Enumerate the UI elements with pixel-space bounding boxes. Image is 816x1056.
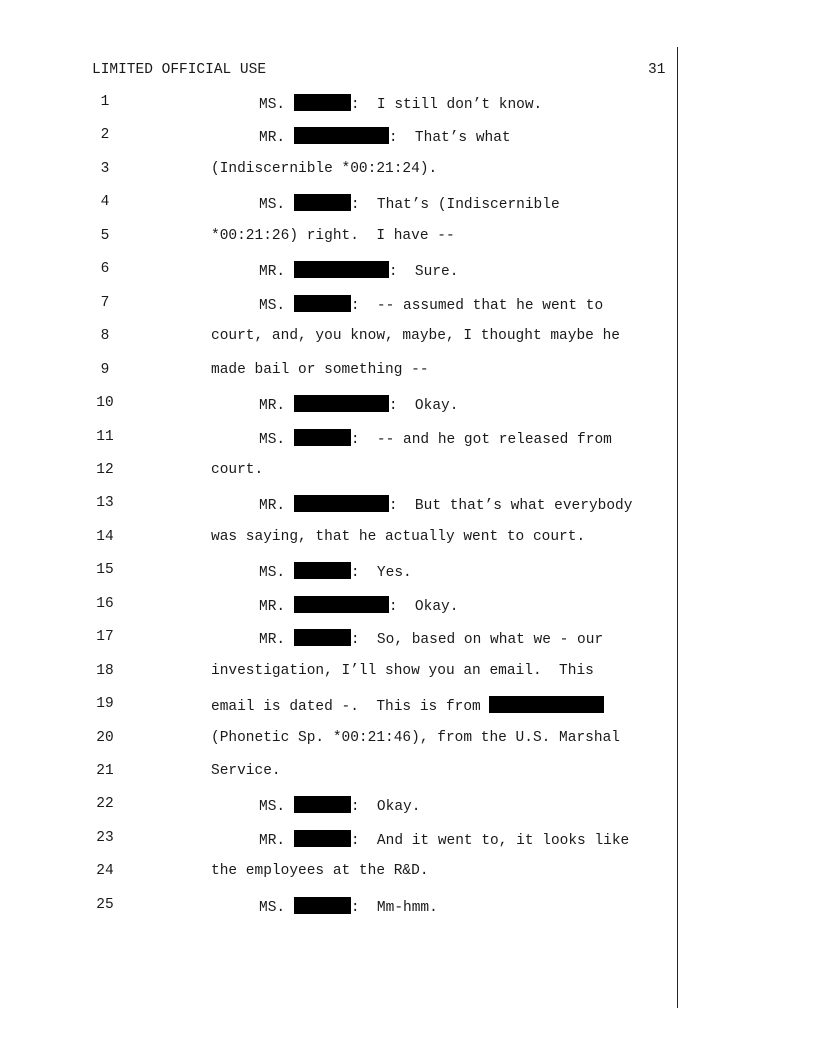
redaction-box xyxy=(294,295,351,312)
redaction-box xyxy=(294,596,389,613)
speaker-label: MS. xyxy=(259,799,294,815)
line-text xyxy=(259,495,632,514)
line-text xyxy=(259,596,458,615)
spoken-text: *00:21:26) right. I have -- xyxy=(211,228,455,244)
line-text xyxy=(211,529,585,545)
spoken-text: : Okay. xyxy=(388,398,459,414)
line-number: 14 xyxy=(96,529,114,545)
speaker-label: MS. xyxy=(259,197,294,213)
redaction-box xyxy=(294,127,389,144)
speaker-label: MS. xyxy=(259,298,294,314)
line-text xyxy=(259,94,542,113)
line-number: 6 xyxy=(100,261,110,277)
spoken-text: (Indiscernible *00:21:24). xyxy=(211,161,438,177)
line-text xyxy=(259,897,438,916)
speaker-label: MR. xyxy=(259,599,294,615)
spoken-text: : -- assumed that he went to xyxy=(350,298,604,314)
transcript-line xyxy=(0,362,680,384)
transcript-line xyxy=(0,562,680,584)
spoken-text: court, and, you know, maybe, I thought maybe he xyxy=(211,328,620,344)
line-text xyxy=(259,295,603,314)
line-text xyxy=(211,696,604,715)
line-number: 7 xyxy=(100,295,110,311)
speaker-label: MR. xyxy=(259,833,294,849)
spoken-text: : I still don’t know. xyxy=(350,97,543,113)
line-number: 24 xyxy=(96,863,114,879)
spoken-text: : Yes. xyxy=(350,565,412,581)
transcript-line xyxy=(0,529,680,551)
transcript-line xyxy=(0,730,680,752)
line-number: 1 xyxy=(100,94,110,110)
redaction-box xyxy=(294,94,351,111)
line-text xyxy=(211,763,281,779)
redaction-box xyxy=(294,395,389,412)
line-text xyxy=(259,629,603,648)
spoken-text: made bail or something -- xyxy=(211,362,429,378)
line-number: 21 xyxy=(96,763,114,779)
speaker-label: MR. xyxy=(259,130,294,146)
line-number: 8 xyxy=(100,328,110,344)
redaction-box xyxy=(294,562,351,579)
transcript-line xyxy=(0,495,680,517)
spoken-text: : But that’s what everybody xyxy=(388,498,633,514)
redaction-box xyxy=(294,194,351,211)
transcript-line xyxy=(0,863,680,885)
transcript-line xyxy=(0,663,680,685)
line-number: 3 xyxy=(100,161,110,177)
line-text xyxy=(259,562,412,581)
transcript-line xyxy=(0,796,680,818)
line-number: 4 xyxy=(100,194,110,210)
redaction-box xyxy=(294,830,351,847)
line-text xyxy=(211,863,429,879)
line-text xyxy=(211,328,620,344)
spoken-text: email is dated -. This is from xyxy=(211,699,490,715)
transcript-line xyxy=(0,228,680,250)
line-number: 17 xyxy=(96,629,114,645)
spoken-text: : So, based on what we - our xyxy=(350,632,604,648)
transcript-line xyxy=(0,429,680,451)
transcript-line xyxy=(0,596,680,618)
spoken-text: : That’s what xyxy=(388,130,511,146)
line-text xyxy=(259,395,458,414)
line-text xyxy=(259,796,420,815)
line-number: 10 xyxy=(96,395,114,411)
spoken-text: Service. xyxy=(211,763,281,779)
transcript-line xyxy=(0,194,680,216)
line-text xyxy=(211,362,429,378)
spoken-text: : That’s (Indiscernible xyxy=(350,197,560,213)
redaction-box xyxy=(294,261,389,278)
transcript-line xyxy=(0,830,680,852)
classification-header: LIMITED OFFICIAL USE xyxy=(92,62,267,78)
transcript-line xyxy=(0,94,680,116)
line-number: 9 xyxy=(100,362,110,378)
redaction-box xyxy=(294,495,389,512)
spoken-text: court. xyxy=(211,462,264,478)
line-text xyxy=(211,228,455,244)
line-text xyxy=(211,730,620,746)
line-text xyxy=(211,663,594,679)
spoken-text: was saying, that he actually went to court. xyxy=(211,529,586,545)
line-text xyxy=(259,261,458,280)
line-text xyxy=(259,194,560,213)
line-text xyxy=(259,127,511,146)
redaction-box xyxy=(489,696,604,713)
transcript-line xyxy=(0,295,680,317)
transcript-line xyxy=(0,696,680,718)
redaction-box xyxy=(294,429,351,446)
transcript-line xyxy=(0,629,680,651)
line-number: 23 xyxy=(96,830,114,846)
line-number: 2 xyxy=(100,127,110,143)
redaction-box xyxy=(294,897,351,914)
spoken-text: : Mm-hmm. xyxy=(350,900,438,916)
spoken-text: : And it went to, it looks like xyxy=(350,833,630,849)
spoken-text: : Sure. xyxy=(388,264,459,280)
transcript-line xyxy=(0,462,680,484)
transcript-line xyxy=(0,763,680,785)
line-number: 15 xyxy=(96,562,114,578)
line-number: 18 xyxy=(96,663,114,679)
transcript-line xyxy=(0,161,680,183)
speaker-label: MR. xyxy=(259,398,294,414)
transcript-line xyxy=(0,261,680,283)
speaker-label: MS. xyxy=(259,97,294,113)
spoken-text: investigation, I’ll show you an email. This xyxy=(211,663,594,679)
transcript-line xyxy=(0,328,680,350)
spoken-text: : -- and he got released from xyxy=(350,432,612,448)
spoken-text: (Phonetic Sp. *00:21:46), from the U.S. Marshal xyxy=(211,730,620,746)
line-number: 11 xyxy=(96,429,114,445)
spoken-text: : Okay. xyxy=(350,799,421,815)
line-number: 22 xyxy=(96,796,114,812)
line-text xyxy=(211,462,263,478)
speaker-label: MR. xyxy=(259,632,294,648)
line-number: 12 xyxy=(96,462,114,478)
spoken-text: the employees at the R&D. xyxy=(211,863,429,879)
redaction-box xyxy=(294,629,351,646)
speaker-label: MS. xyxy=(259,565,294,581)
line-number: 20 xyxy=(96,730,114,746)
line-text xyxy=(259,830,629,849)
speaker-label: MS. xyxy=(259,432,294,448)
page-number: 31 xyxy=(648,62,666,78)
line-number: 5 xyxy=(100,228,110,244)
line-number: 19 xyxy=(96,696,114,712)
line-number: 16 xyxy=(96,596,114,612)
speaker-label: MR. xyxy=(259,264,294,280)
line-text xyxy=(259,429,612,448)
line-number: 13 xyxy=(96,495,114,511)
transcript-line xyxy=(0,897,680,919)
transcript-line xyxy=(0,127,680,149)
speaker-label: MS. xyxy=(259,900,294,916)
line-number: 25 xyxy=(96,897,114,913)
spoken-text: : Okay. xyxy=(388,599,459,615)
redaction-box xyxy=(294,796,351,813)
transcript-line xyxy=(0,395,680,417)
speaker-label: MR. xyxy=(259,498,294,514)
line-text xyxy=(211,161,437,177)
